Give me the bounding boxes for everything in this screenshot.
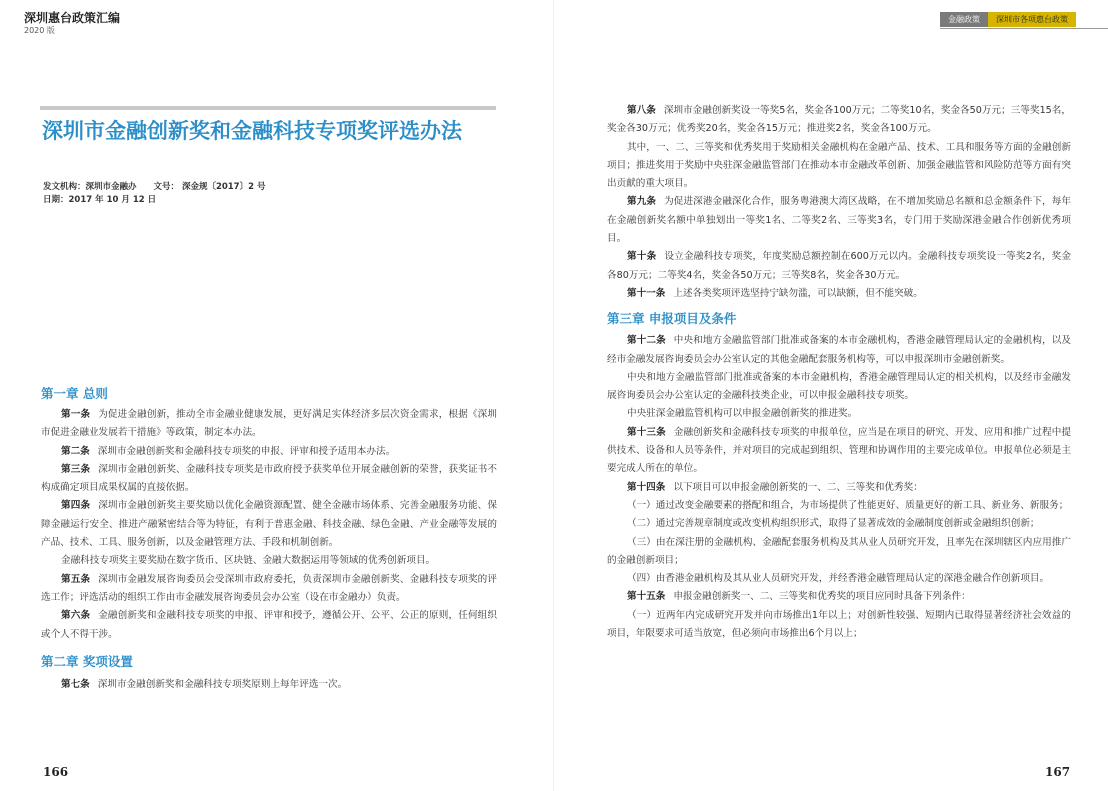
left-column (41, 384, 497, 694)
book-title: 深圳惠台政策汇编 (24, 11, 121, 25)
article-label: 第十一条 (627, 287, 666, 299)
tab-shenzhen-policies: 深圳市各项惠台政策 (988, 12, 1076, 27)
article-text: （一）通过改变金融要素的搭配和组合，为市场提供了性能更好、质量更好的新工具、新业务、新服务； (627, 499, 1069, 511)
right-page (554, 0, 1108, 791)
article-paragraph (607, 607, 1071, 644)
article-label: 第八条 (627, 105, 656, 116)
chapter-heading: 第二章 奖项设置 (41, 653, 133, 669)
chapter1-body (41, 406, 497, 644)
article-text: 金融科技专项奖主要奖励在数字货币、区块链、金融大数据运用等领域的优秀创新项目。 (61, 555, 436, 567)
article-label: 第十二条 (627, 335, 666, 347)
article-paragraph (607, 570, 1071, 588)
article-text: 深圳市金融创新奖和金融科技专项奖的申报、评审和授予适用本办法。 (97, 445, 396, 457)
header-rule (940, 28, 1108, 29)
article-text: 设立金融科技专项奖，年度奖励总额控制在600万元以内。金融科技专项奖设一等奖2名，奖金各80万元；二等奖4名，奖金各50万元；三等奖8名，奖金各30万元。 (607, 251, 1071, 281)
article-text: （三）由在深注册的金融机构、金融配套服务机构及其从业人员研究开发，且率先在深圳辖区内应用推广的金融创新项目； (607, 536, 1071, 566)
article-text: 金融创新奖和金融科技专项奖的申报单位，应当是在项目的研究、开发、应用和推广过程中提供技术、设备和人员等条件，并对项目的完成起到组织、管理和协调作用的主要完成单位。申报单位必须是主要完成人所在的单位。 (607, 426, 1072, 475)
issue-date: 日期：2017 年 10 月 12 日 (43, 195, 157, 205)
chapter2-continued-body (607, 102, 1071, 303)
article-text: 深圳市金融创新奖、金融科技专项奖是市政府授予获奖单位开展金融创新的荣誉，获奖证书不构成确定项目成果权属的直接依据。 (41, 463, 498, 494)
article-label: 第五条 (61, 573, 91, 585)
article-paragraph (41, 552, 497, 570)
article-text: 中央和地方金融监管部门批准或备案的本市金融机构，香港金融管理局认定的相关机构，以及经市金融发展咨询委员会办公室认定的金融科技类企业，可以申报金融科技专项奖。 (607, 371, 1071, 402)
article-label: 第十五条 (627, 591, 666, 603)
article-label: 第一条 (61, 409, 91, 420)
chapter2-body (41, 676, 497, 694)
book-edition: 2020 版 (24, 26, 55, 35)
document-meta (43, 181, 279, 207)
section-tabs (940, 12, 1076, 27)
article-paragraph (607, 332, 1071, 369)
article-text: 为促进金融创新，推动全市金融业健康发展，更好满足实体经济多层次资金需求，根据《深圳市促进金融业发展若干措施》等政策，制定本办法。 (41, 409, 498, 439)
article-paragraph (41, 571, 497, 608)
article-paragraph (607, 193, 1071, 248)
article-text: 深圳市金融创新奖主要奖励以优化金融资源配置、健全金融市场体系、完善金融服务功能、保障金融运行安全、推进产融紧密结合等为特征，有利于普惠金融、科技金融、绿色金融、产业金融等发展的产品、技术、工具、服务创新，以及金融管理方法、手段和机制创新。 (41, 500, 498, 549)
article-paragraph (607, 248, 1071, 285)
article-label: 第十三条 (627, 426, 666, 438)
document-title: 深圳市金融创新奖和金融科技专项奖评选办法 (42, 119, 462, 143)
article-text: 上述各类奖项评选坚持宁缺勿滥，可以缺额，但不能突破。 (673, 287, 923, 299)
article-paragraph (607, 588, 1071, 606)
right-column (607, 102, 1071, 643)
article-paragraph (41, 676, 497, 694)
article-paragraph (41, 497, 497, 552)
article-text: 深圳市金融发展咨询委员会受深圳市政府委托，负责深圳市金融创新奖、金融科技专项奖的评选工作；评选活动的组织工作由市金融发展咨询委员会办公室（设在市金融办）负责。 (41, 573, 498, 603)
article-paragraph (607, 285, 1071, 303)
chapter-heading: 第一章 总则 (41, 386, 108, 401)
article-label: 第十条 (627, 251, 657, 263)
article-label: 第四条 (61, 500, 91, 512)
article-label: 第九条 (627, 196, 657, 208)
article-label: 第六条 (61, 610, 91, 622)
article-label: 第二条 (61, 445, 90, 457)
article-text: 其中，一、二、三等奖和优秀奖用于奖励相关金融机构在金融产品、技术、工具和服务等方面的金融创新项目；推进奖用于奖励中央驻深金融监管部门在推动本市金融改革创新、加强金融监管和风险防范等方面有突出贡献的重大项目。 (607, 141, 1071, 190)
article-paragraph (41, 406, 497, 443)
article-text: 为促进深港金融深化合作，服务粤港澳大湾区战略，在不增加奖励总名额和总金额条件下，每年在金融创新奖名额中单独划出一等奖1名、二等奖2名、三等奖3名，专门用于奖励深港金融合作创新优秀项目。 (607, 196, 1072, 245)
article-text: （二）通过完善规章制度或改变机构组织形式，取得了显著成效的金融制度创新或金融组织创新； (627, 518, 1040, 530)
article-label: 第十四条 (627, 481, 666, 493)
article-paragraph (607, 515, 1071, 533)
article-paragraph (607, 102, 1071, 139)
article-paragraph (41, 443, 497, 461)
article-text: 金融创新奖和金融科技专项奖的申报、评审和授予，遵循公开、公平、公正的原则，任何组织或个人不得干涉。 (41, 610, 498, 640)
tab-finance-policy: 金融政策 (940, 12, 988, 27)
article-paragraph (607, 424, 1071, 479)
article-paragraph (607, 369, 1071, 406)
article-paragraph (41, 607, 497, 644)
article-paragraph (607, 479, 1071, 497)
article-text: 申报金融创新奖一、二、三等奖和优秀奖的项目应同时具备下列条件： (673, 591, 971, 603)
article-text: 深圳市金融创新奖和金融科技专项奖原则上每年评选一次。 (97, 678, 348, 690)
article-text: 以下项目可以申报金融创新奖的一、二、三等奖和优秀奖： (673, 481, 923, 493)
page-number: 166 (43, 765, 69, 779)
doc-number: 文号： 深金规〔2017〕2 号 (153, 182, 266, 192)
chapter-heading: 第三章 申报项目及条件 (607, 311, 737, 327)
article-paragraph (41, 461, 497, 498)
issuer: 发文机构：深圳市金融办 (43, 182, 137, 192)
article-text: （四）由香港金融机构及其从业人员研究开发，并经香港金融管理局认定的深港金融合作创新项目。 (627, 573, 1050, 585)
article-paragraph (607, 405, 1071, 423)
page-number: 167 (1045, 765, 1071, 779)
article-text: 中央和地方金融监管部门批准或备案的本市金融机构，香港金融管理局认定的金融机构，以及经市金融发展咨询委员会办公室认定的其他金融配套服务机构等，可以申报深圳市金融创新奖。 (607, 335, 1072, 365)
chapter3-body (607, 332, 1071, 643)
article-paragraph (607, 497, 1071, 515)
article-paragraph (607, 534, 1071, 571)
article-paragraph (607, 139, 1071, 194)
article-text: （一）近两年内完成研究开发并向市场推出1年以上；对创新性较强、短期内已取得显著经济社会效益的项目，年限要求可适当放宽，但必须向市场推出6个月以上； (607, 609, 1071, 640)
article-text: 中央驻深金融监管机构可以申报金融创新奖的推进奖。 (627, 408, 858, 420)
title-rule (40, 106, 496, 110)
article-text: 深圳市金融创新奖设一等奖5名，奖金各100万元；二等奖10名，奖金各50万元；三等奖15名，奖金各30万元；优秀奖20名，奖金各15万元；推进奖2名，奖金各100万元。 (607, 105, 1071, 135)
article-label: 第七条 (61, 678, 90, 690)
article-label: 第三条 (61, 463, 91, 475)
